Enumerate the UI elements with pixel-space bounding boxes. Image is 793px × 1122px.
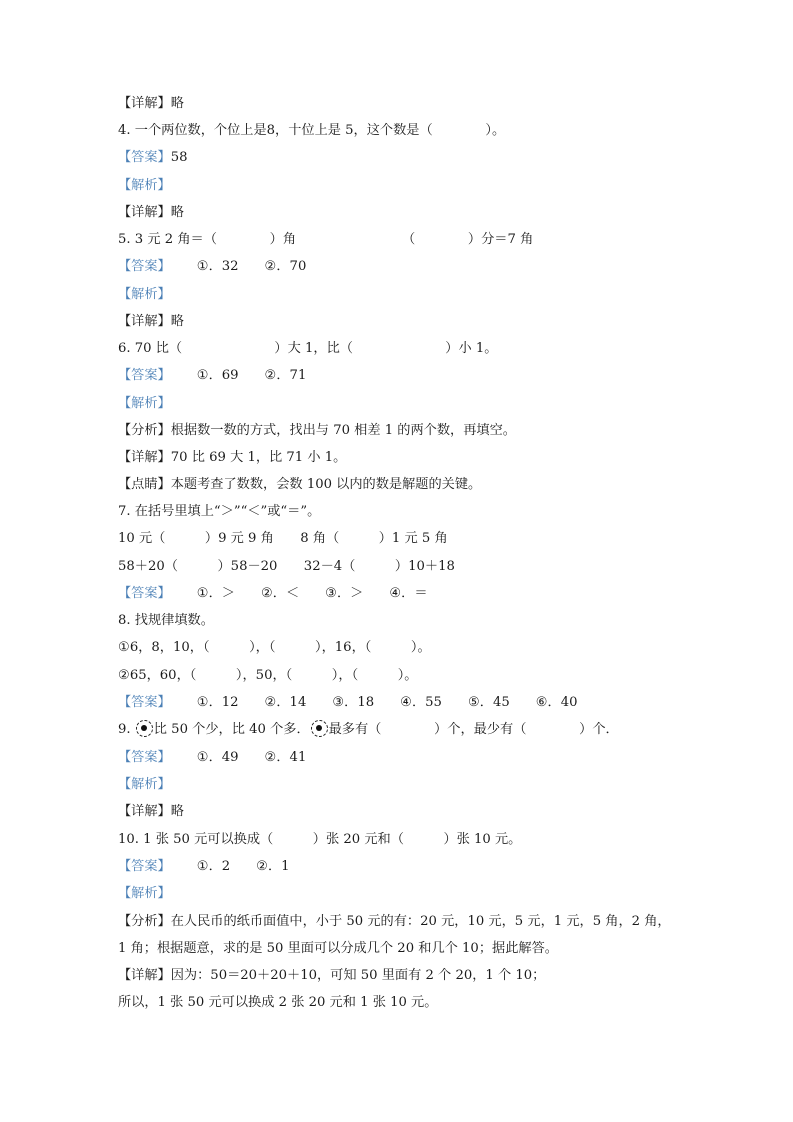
q4-answer: [118, 148, 188, 168]
q5-question-part2: （ ）分＝7 角: [402, 232, 534, 247]
q6-analysis-label: 【解析】: [118, 396, 171, 411]
q9-number: 9.: [118, 722, 131, 737]
q8-row-1: ①6，8，10，（ ），（ ），16，（ ）。: [118, 640, 431, 655]
q3-detail: [118, 94, 184, 114]
answer-item: ④．＝: [389, 586, 428, 601]
detail-label: 【详解】: [118, 968, 171, 983]
answer-label: 【答案】: [118, 695, 171, 710]
detail-text: 略: [170, 804, 184, 819]
answer-item: ③．18: [332, 695, 375, 710]
answer-item: ②．＜: [260, 586, 300, 601]
q6-fenxi: [118, 421, 516, 441]
q5-question-part1: 5. 3 元 2 角＝（ ）角: [118, 232, 297, 247]
q6-question: 6. 70 比（ ）大 1，比（ ）小 1。: [118, 341, 498, 356]
dianjing-text: 本题考查了数数，会数 100 以内的数是解题的关键。: [170, 477, 482, 492]
answer-label: 【答案】: [118, 368, 171, 383]
answer-item: ②．71: [264, 368, 307, 383]
q10-fenxi-cont: 1 角；根据题意，求的是 50 里面可以分成几个 20 和几个 10；据此解答。: [118, 941, 558, 956]
answer-label: 【答案】: [118, 859, 171, 874]
q7-question: 7. 在括号里填上“＞”“＜”或“＝”。: [118, 504, 321, 519]
answer-value: 58: [170, 150, 188, 165]
q5-analysis-label: 【解析】: [118, 287, 171, 302]
q6-detail: [118, 448, 346, 468]
q9-answer: [118, 748, 306, 768]
fenxi-label: 【分析】: [118, 423, 171, 438]
answer-item: ④．55: [400, 695, 442, 710]
fenxi-text: 在人民币的纸币面值中，小于 50 元的有：20 元，10 元，5 元，1 元，5 角，2 角，: [170, 914, 671, 929]
answer-item: ⑤．45: [467, 695, 510, 710]
q9-part1: 比 50 个少，比 40 个多．: [153, 722, 310, 737]
q7-row-2: 58＋20（ ）58－20 32－4（ ）10＋18: [118, 559, 455, 574]
detail-text: 70 比 69 大 1，比 71 小 1。: [170, 450, 347, 465]
detail-text: 略: [170, 205, 184, 220]
q10-answer: [118, 857, 290, 877]
q9-detail: [118, 802, 184, 822]
answer-item: ②．1: [256, 859, 290, 874]
fenxi-text: 根据数一数的方式，找出与 70 相差 1 的两个数，再填空。: [170, 423, 516, 438]
q5-detail: [118, 312, 184, 332]
answer-item: ①．32: [196, 259, 239, 274]
answer-item: ②．41: [264, 750, 307, 765]
answer-label: 【答案】: [118, 586, 171, 601]
answer-item: ⑥．40: [535, 695, 578, 710]
detail-text: 因为：50＝20＋20＋10，可知 50 里面有 2 个 20，1 个 10；: [170, 968, 546, 983]
q6-answer: [118, 366, 306, 386]
detail-label: 【详解】: [118, 96, 171, 111]
answer-item: ②．14: [264, 695, 307, 710]
q8-row-2: ②65，60，（ ），50，（ ），（ ）。: [118, 668, 418, 683]
answer-label: 【答案】: [118, 259, 171, 274]
detail-label: 【详解】: [118, 804, 171, 819]
answer-label: 【答案】: [118, 150, 171, 165]
q5-answer: [118, 257, 306, 277]
dianjing-label: 【点睛】: [118, 477, 171, 492]
detail-label: 【详解】: [118, 314, 171, 329]
soccer-ball-icon: [136, 720, 153, 737]
answer-label: 【答案】: [118, 750, 171, 765]
q4-question: 4. 一个两位数，个位上是8，十位上是 5，这个数是（ ）。: [118, 123, 506, 138]
q10-conclusion: 所以，1 张 50 元可以换成 2 张 20 元和 1 张 10 元。: [118, 995, 438, 1010]
soccer-ball-icon: [311, 720, 328, 737]
q8-answer: [118, 693, 578, 713]
detail-label: 【详解】: [118, 205, 171, 220]
q9-question: [118, 720, 619, 740]
q9-analysis-label: 【解析】: [118, 777, 171, 792]
q9-part2: 最多有（ ）个，最少有（ ）个．: [328, 722, 619, 737]
detail-text: 略: [170, 314, 184, 329]
answer-item: ①．69: [196, 368, 239, 383]
q10-fenxi: [118, 912, 671, 932]
detail-label: 【详解】: [118, 450, 171, 465]
q7-row-1: 10 元（ ）9 元 9 角 8 角（ ）1 元 5 角: [118, 531, 448, 546]
fenxi-label: 【分析】: [118, 914, 171, 929]
answer-item: ②．70: [264, 259, 307, 274]
q10-detail: [118, 966, 545, 986]
answer-item: ①．＞: [196, 586, 235, 601]
q5-question: [118, 230, 534, 250]
q10-analysis-label: 【解析】: [118, 886, 171, 901]
answer-item: ①．2: [196, 859, 231, 874]
q10-question: 10. 1 张 50 元可以换成（ ）张 20 元和（ ）张 10 元。: [118, 832, 522, 847]
q8-question: 8. 找规律填数。: [118, 613, 214, 628]
answer-item: ③．＞: [325, 586, 364, 601]
q4-detail: [118, 203, 184, 223]
q4-analysis-label: 【解析】: [118, 178, 171, 193]
answer-item: ①．12: [196, 695, 239, 710]
q7-answer: [118, 584, 428, 604]
q6-dianjing: [118, 475, 481, 495]
detail-text: 略: [170, 96, 184, 111]
answer-item: ①．49: [196, 750, 239, 765]
